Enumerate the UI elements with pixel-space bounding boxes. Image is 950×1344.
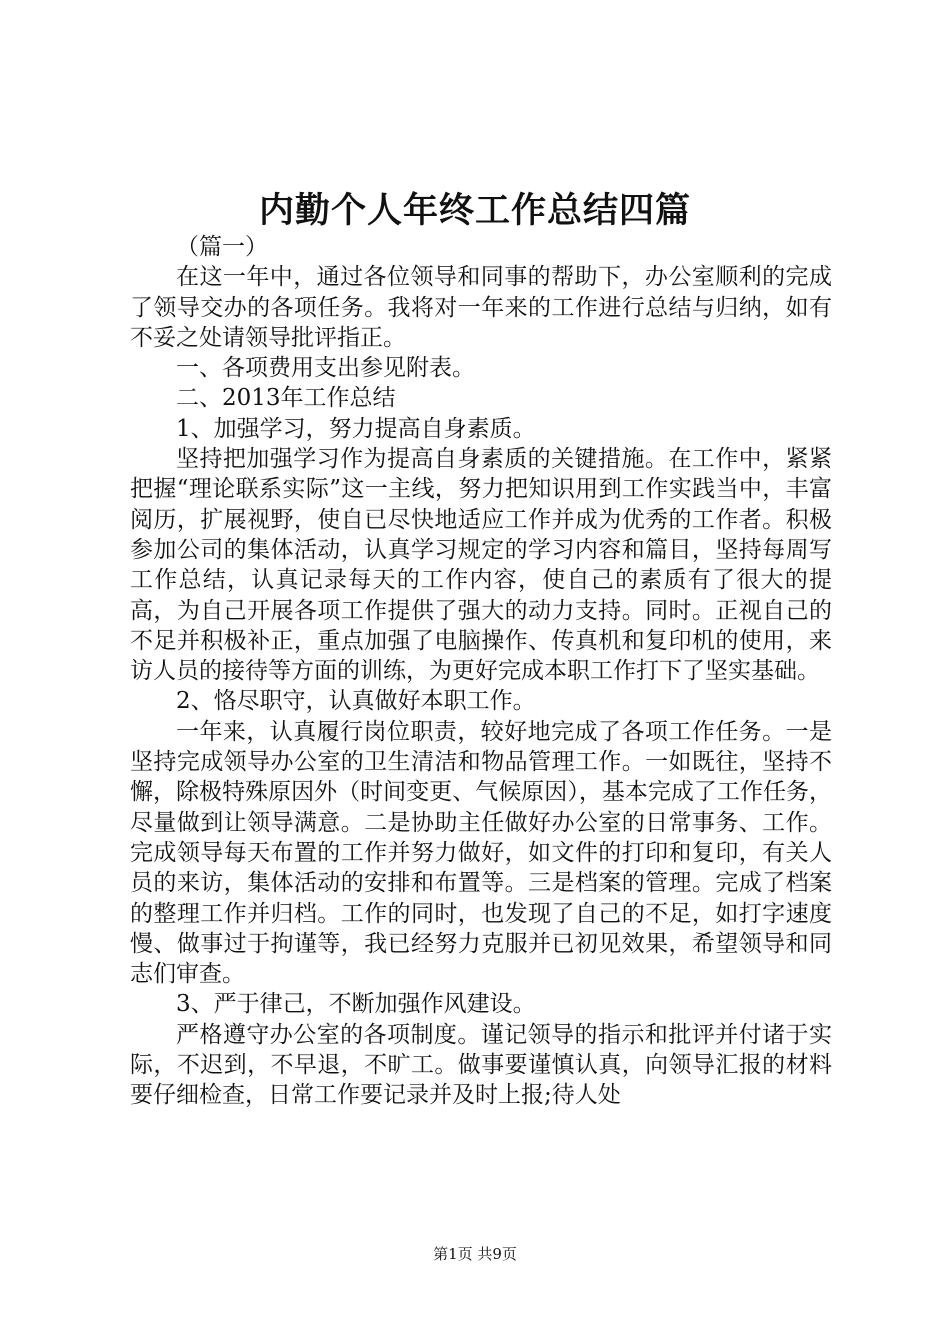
heading-work-summary: 二、2013年工作总结: [176, 385, 396, 412]
section-label: （篇一）: [176, 234, 268, 260]
paragraph-study: 坚持把加强学习作为提高自身素质的关键措施。在工作中，紧紧把握“理论联系实际”这一主线，努力把知识用到工作实践当中，丰富阅历，扩展视野，使自已尽快地适应工作并成为优秀的工作者。积极参加公司的集体活动，认真学习规定的学习内容和篇目，坚持每周写工作总结，认真记录每天的工作内容，使自己的素质有了很大的提高，为自己开展各项工作提供了强大的动力支持。同时。正视自己的不足并积极补正，重点加强了电脑操作、传真机和复印机的使用，来访人员的接待等方面的训练，为更好完成本职工作打下了坚实基础。: [130, 446, 832, 685]
page-footer: 第1页 共9页: [433, 1245, 517, 1263]
subheading-discipline: 3、严于律己，不断加强作风建设。: [176, 991, 536, 1018]
subheading-study: 1、加强学习，努力提高自身素质。: [176, 415, 536, 442]
document-body: [130, 232, 832, 1111]
intro-paragraph: 在这一年中，通过各位领导和同事的帮助下，办公室顺利的完成了领导交办的各项任务。我将对一年来的工作进行总结与归纳，如有不妥之处请领导批评指正。: [130, 264, 832, 351]
paragraph-discipline: 严格遵守办公室的各项制度。谨记领导的指示和批评并付诸于实际，不迟到，不早退，不旷工。做事要谨慎认真，向领导汇报的材料要仔细检查，日常工作要记录并及时上报;待人处: [130, 1021, 832, 1109]
paragraph-duty: 一年来，认真履行岗位职责，较好地完成了各项工作任务。一是坚持完成领导办公室的卫生清洁和物品管理工作。一如既往，坚持不懈，除极特殊原因外（时间变更、气候原因），基本完成了工作任务，尽量做到让领导满意。二是协助主任做好办公室的日常事务、工作。完成领导每天布置的工作并努力做好，如文件的打印和复印，有关人员的来访，集体活动的安排和布置等。三是档案的管理。完成了档案的整理工作并归档。工作的同时，也发现了自己的不足，如打字速度慢、做事过于拘谨等，我已经努力克服并已初见效果，希望领导和同志们审查。: [130, 718, 832, 988]
subheading-duty: 2、恪尽职守，认真做好本职工作。: [176, 688, 536, 715]
heading-expenses: 一、各项费用支出参见附表。: [176, 355, 475, 382]
document-title: 内勤个人年终工作总结四篇: [258, 190, 691, 231]
